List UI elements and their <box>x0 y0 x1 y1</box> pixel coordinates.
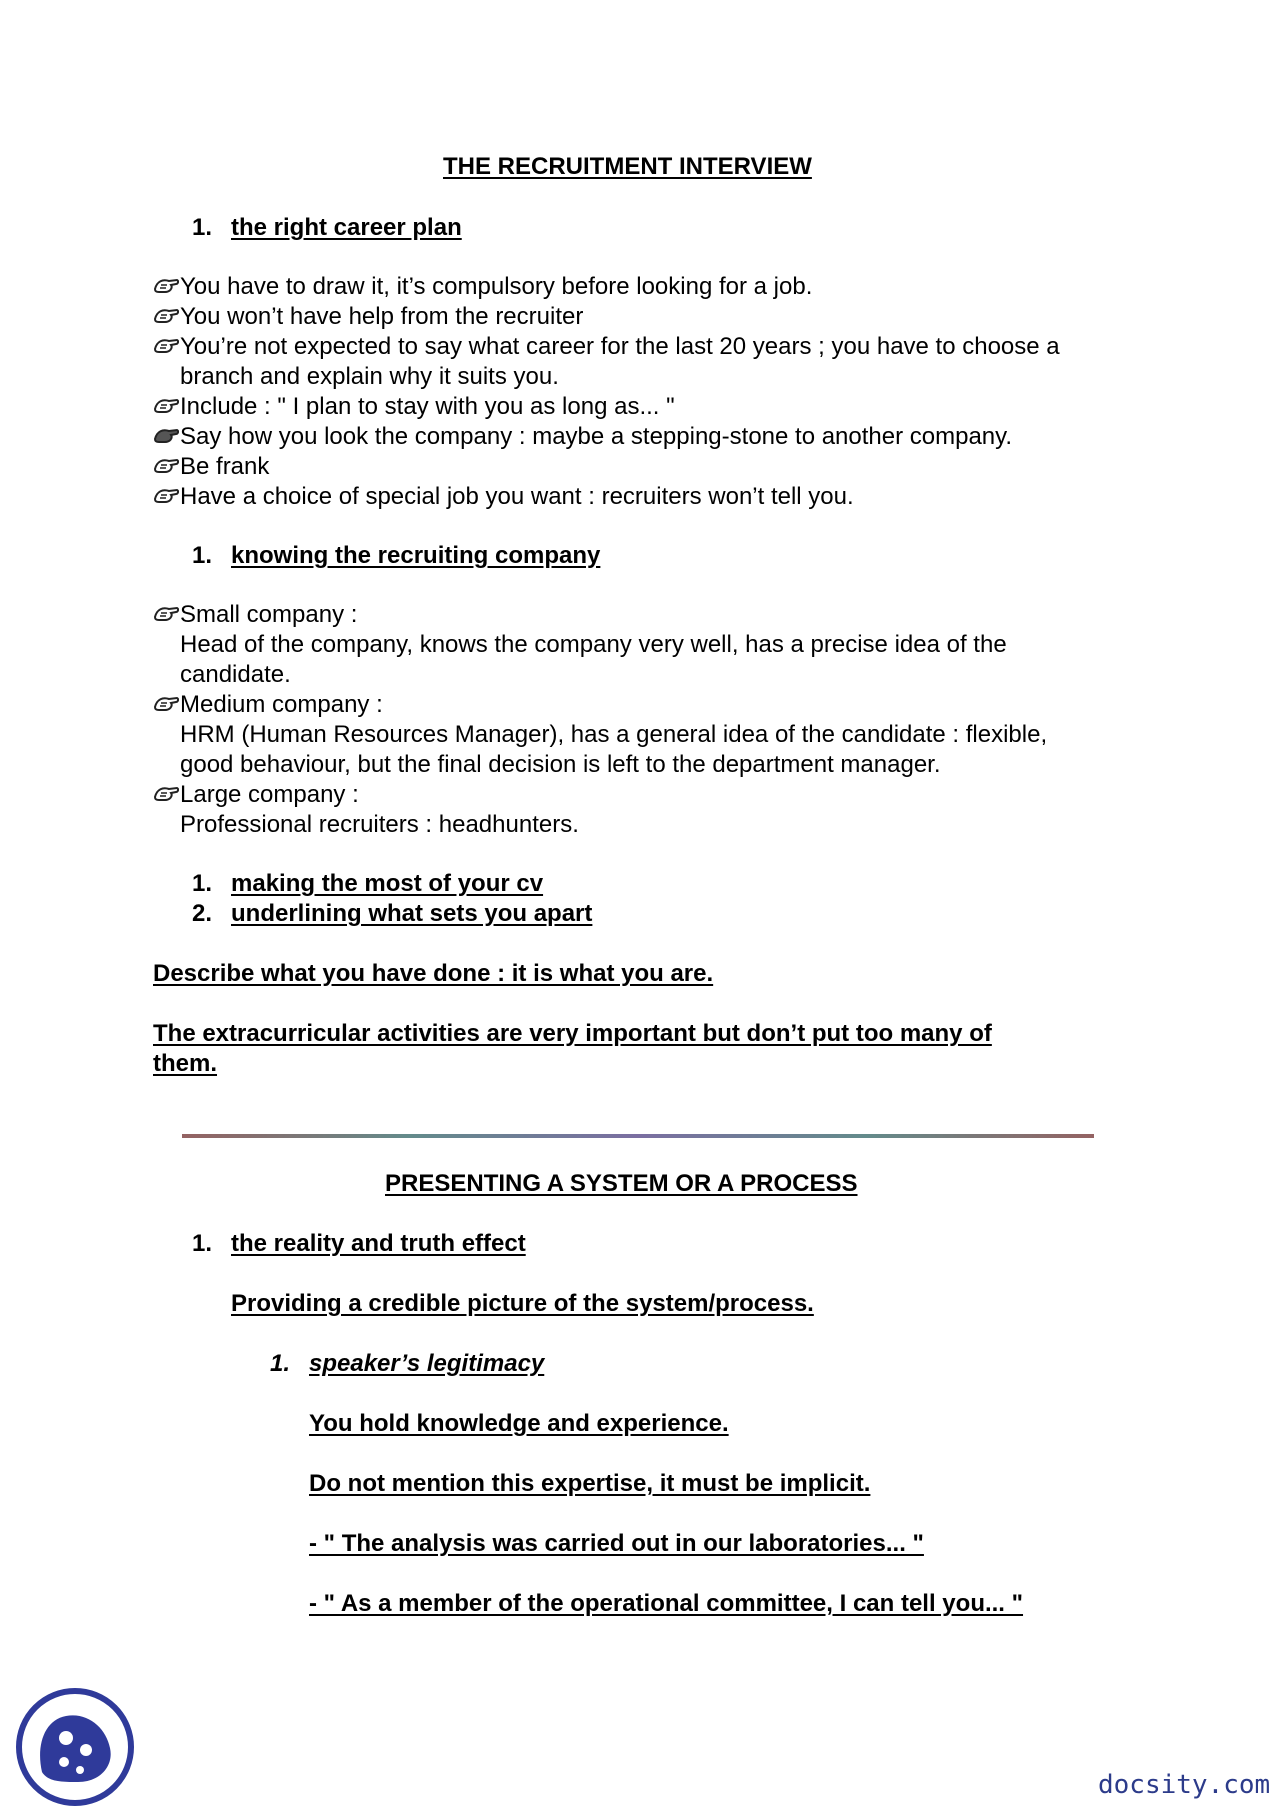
heading-number: 1. <box>192 1230 213 1257</box>
heading-text: the reality and truth effect <box>231 1230 526 1257</box>
pointing-hand-icon <box>153 601 179 627</box>
legitimacy-line: - " The analysis was carried out in our laboratories... " <box>309 1530 924 1557</box>
bold-statement: The extracurricular activities are very important but don’t put too many of <box>153 1020 992 1047</box>
pointing-hand-icon <box>153 393 179 419</box>
sub-statement: Providing a credible picture of the system/process. <box>231 1290 814 1317</box>
pointing-hand-icon <box>153 483 179 509</box>
pointing-hand-icon <box>153 691 179 717</box>
section2-title: PRESENTING A SYSTEM OR A PROCESS <box>385 1170 858 1197</box>
legitimacy-line: You hold knowledge and experience. <box>309 1410 729 1437</box>
docsity-brand-link[interactable]: docsity.com <box>1098 1770 1271 1800</box>
bullet-item: You’re not expected to say what career for the last 20 years ; you have to choose a <box>180 332 1060 362</box>
bullet-item: Be frank <box>180 452 269 482</box>
section-divider <box>182 1134 1094 1138</box>
company-label: Medium company : <box>180 690 383 720</box>
bold-statement-cont: them. <box>153 1050 218 1077</box>
heading-number: 1. <box>270 1350 291 1377</box>
bullet-item: Include : " I plan to stay with you as long as... " <box>180 392 675 422</box>
pointing-hand-icon <box>153 273 179 299</box>
heading-text: the right career plan <box>231 214 462 241</box>
heading-number: 2. <box>192 900 213 927</box>
section2-heading-reality <box>192 1230 526 1258</box>
bullet-item: Have a choice of special job you want : recruiters won’t tell you. <box>180 482 854 512</box>
pointing-hand-icon <box>153 453 179 479</box>
pointing-hand-icon <box>153 333 179 359</box>
legitimacy-line: Do not mention this expertise, it must be implicit. <box>309 1470 871 1497</box>
heading-number: 1. <box>192 214 213 241</box>
section1-heading-recruiting-company <box>192 542 600 570</box>
section2-heading-legitimacy <box>270 1350 544 1378</box>
section1-heading-career-plan <box>192 214 462 242</box>
bullet-item: You have to draw it, it’s compulsory before looking for a job. <box>180 272 812 302</box>
bullet-item: Say how you look the company : maybe a stepping-stone to another company. <box>180 422 1012 452</box>
pointing-hand-icon <box>153 423 179 449</box>
pointing-hand-icon <box>153 781 179 807</box>
bullet-item: You won’t have help from the recruiter <box>180 302 583 332</box>
section1-heading-apart <box>192 900 592 928</box>
company-label: Large company : <box>180 780 359 810</box>
company-description-line: Professional recruiters : headhunters. <box>180 811 579 838</box>
company-description-line: Head of the company, knows the company very well, has a precise idea of the <box>180 631 1007 658</box>
section1-title: THE RECRUITMENT INTERVIEW <box>443 153 812 180</box>
company-description-line: good behaviour, but the final decision is left to the department manager. <box>180 751 941 778</box>
company-description-line: HRM (Human Resources Manager), has a general idea of the candidate : flexible, <box>180 721 1048 748</box>
bold-statement: Describe what you have done : it is what you are. <box>153 960 714 987</box>
heading-text: making the most of your cv <box>231 870 544 897</box>
heading-text: underlining what sets you apart <box>231 900 593 927</box>
section1-heading-cv <box>192 870 543 898</box>
docsity-logo-icon[interactable] <box>14 1686 136 1808</box>
bullet-continuation: branch and explain why it suits you. <box>180 363 559 390</box>
heading-text: speaker’s legitimacy <box>309 1350 545 1377</box>
heading-number: 1. <box>192 870 213 897</box>
pointing-hand-icon <box>153 303 179 329</box>
legitimacy-line: - " As a member of the operational committee, I can tell you... " <box>309 1590 1024 1617</box>
company-description-line: candidate. <box>180 661 291 688</box>
company-label: Small company : <box>180 600 357 630</box>
heading-text: knowing the recruiting company <box>231 542 601 569</box>
heading-number: 1. <box>192 542 213 569</box>
